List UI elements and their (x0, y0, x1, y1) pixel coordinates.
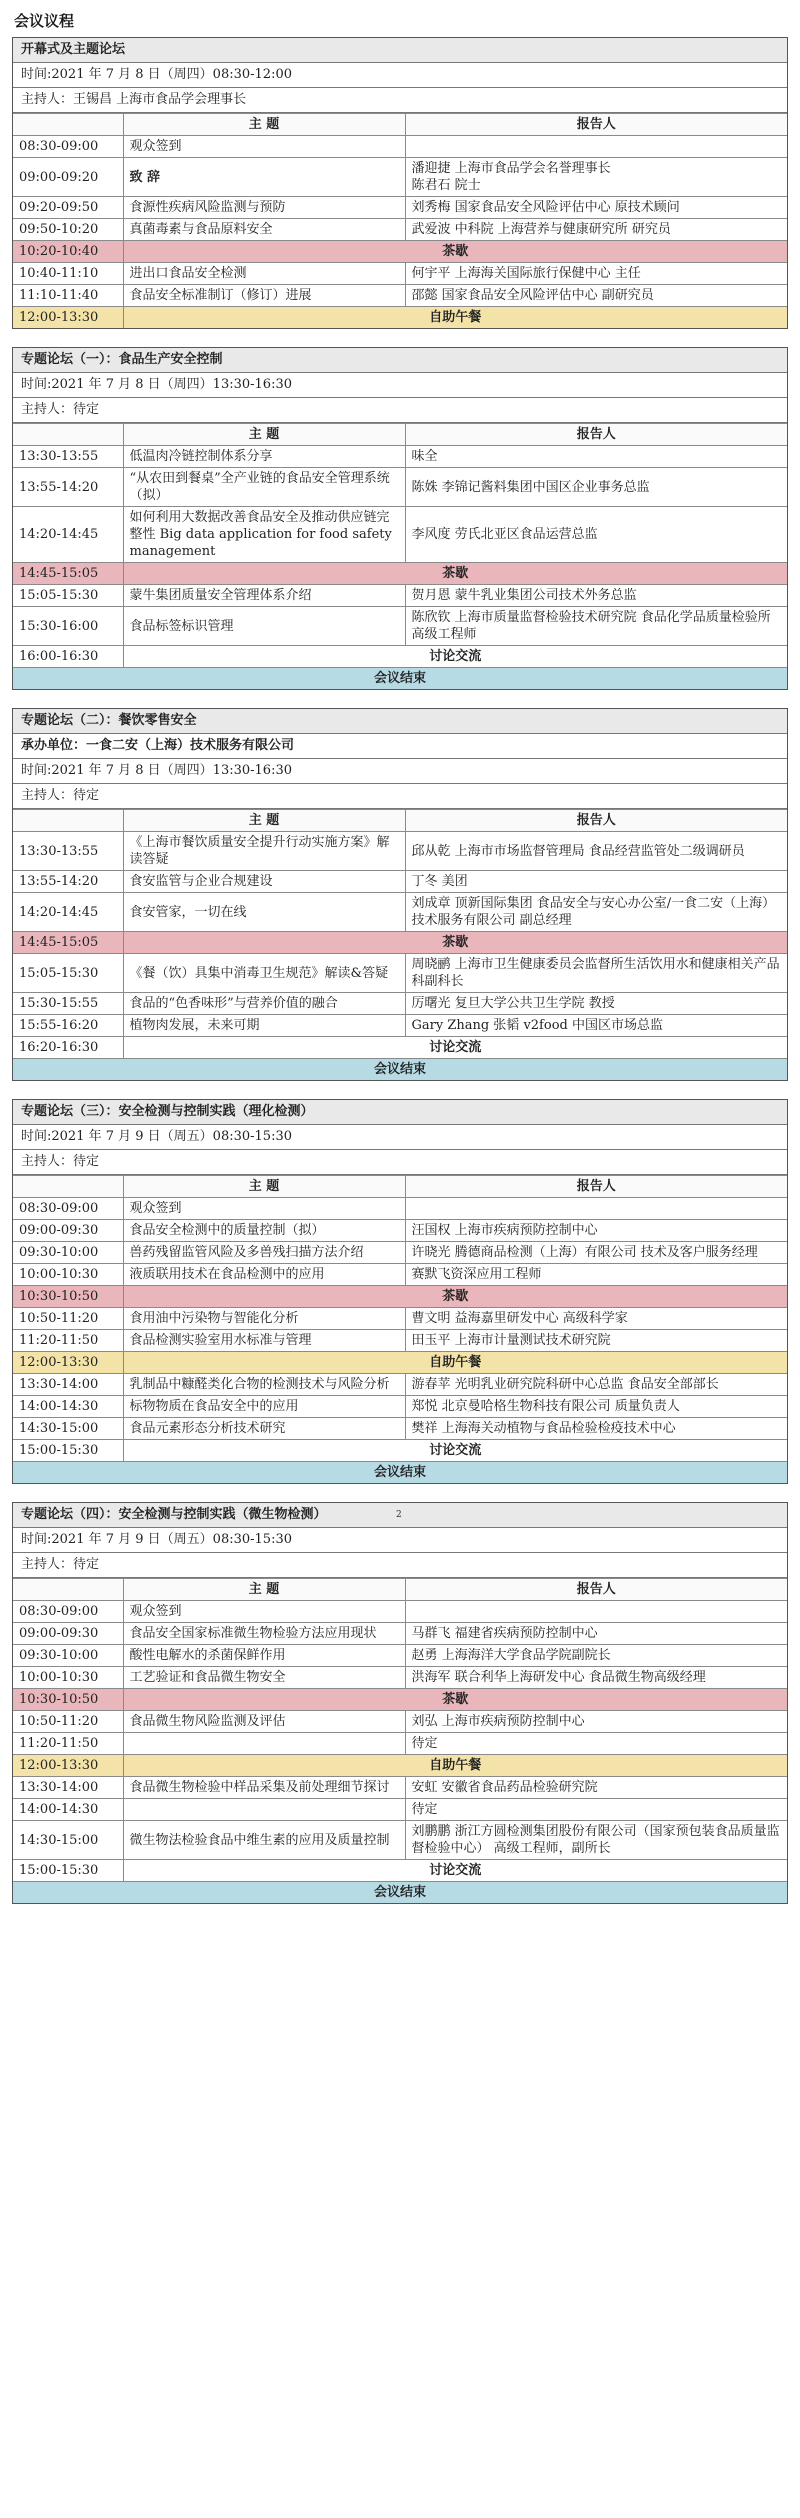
session-host: 主持人：待定 (13, 784, 787, 809)
speaker-cell (405, 893, 787, 932)
agenda (0, 37, 800, 1904)
session-block (12, 1502, 788, 1904)
speaker-cell (405, 136, 787, 158)
topic-cell: 观众签到 (123, 136, 405, 158)
header-speaker: 报告人 (405, 114, 787, 136)
speaker-name: 刘弘 上海市疾病预防控制中心 (411, 1714, 585, 1729)
session-title: 专题论坛（三）：安全检测与控制实践（理化检测） (13, 1100, 787, 1125)
session-host: 主持人：待定 (13, 398, 787, 423)
session-block (12, 37, 788, 329)
time-cell: 14:00-14:30 (13, 1396, 123, 1418)
speaker-cell (405, 1418, 787, 1440)
time-cell: 13:30-13:55 (13, 446, 123, 468)
table-row (13, 1711, 787, 1733)
time-cell: 08:30-09:00 (13, 1198, 123, 1220)
speaker-cell (405, 1799, 787, 1821)
tea-break-row (13, 1689, 787, 1711)
topic-cell: 食品安全国家标准微生物检验方法应用现状 (123, 1623, 405, 1645)
topic-cell: 食品标签标识管理 (123, 607, 405, 646)
time-cell: 12:00-13:30 (13, 1352, 123, 1374)
table-row (13, 993, 787, 1015)
table-row (13, 446, 787, 468)
topic-cell: 观众签到 (123, 1601, 405, 1623)
speaker-name: 贺月恩 蒙牛乳业集团公司技术外务总监 (411, 588, 637, 603)
time-cell: 10:30-10:50 (13, 1286, 123, 1308)
discussion-row (13, 646, 787, 668)
table-row (13, 1220, 787, 1242)
speaker-cell (405, 507, 787, 563)
speaker-cell (405, 1645, 787, 1667)
page-number: 2 (396, 1510, 402, 1520)
speaker-name: 李风度 劳氏北亚区食品运营总监 (411, 527, 598, 542)
table-row (13, 1308, 787, 1330)
speaker-cell (405, 585, 787, 607)
table-header-row (13, 1579, 787, 1601)
session-gap (0, 329, 800, 347)
topic-cell: 真菌毒素与食品原料安全 (123, 219, 405, 241)
speaker-name: 待定 (411, 1802, 438, 1817)
table-row (13, 219, 787, 241)
time-cell: 10:40-11:10 (13, 263, 123, 285)
topic-cell: 酸性电解水的杀菌保鲜作用 (123, 1645, 405, 1667)
time-cell: 11:20-11:50 (13, 1733, 123, 1755)
topic-cell: 《餐（饮）具集中消毒卫生规范》解读&答疑 (123, 954, 405, 993)
speaker-cell (405, 832, 787, 871)
table-row (13, 607, 787, 646)
table-row (13, 871, 787, 893)
topic-cell: 食品检测实验室用水标准与管理 (123, 1330, 405, 1352)
session-end-row (13, 1059, 787, 1081)
header-time-cell (13, 810, 123, 832)
table-row (13, 197, 787, 219)
speaker-name: 丁冬 美团 (411, 874, 468, 889)
time-cell: 09:00-09:30 (13, 1220, 123, 1242)
session-gap (0, 1081, 800, 1099)
header-speaker: 报告人 (405, 1579, 787, 1601)
time-cell: 14:20-14:45 (13, 507, 123, 563)
speaker-cell (405, 607, 787, 646)
time-cell: 15:30-16:00 (13, 607, 123, 646)
time-cell: 11:20-11:50 (13, 1330, 123, 1352)
speaker-cell (405, 158, 787, 197)
speaker-cell (405, 1264, 787, 1286)
speaker-name: 许晓光 腾德商品检测（上海）有限公司 技术及客户服务经理 (411, 1245, 758, 1260)
time-cell: 15:30-15:55 (13, 993, 123, 1015)
speaker-cell (405, 263, 787, 285)
lunch-row (13, 307, 787, 329)
header-speaker: 报告人 (405, 424, 787, 446)
speaker-cell (405, 1015, 787, 1037)
topic-cell: 食安监管与企业合规建设 (123, 871, 405, 893)
table-header-row (13, 1176, 787, 1198)
discussion-row (13, 1440, 787, 1462)
header-speaker: 报告人 (405, 810, 787, 832)
speaker-cell (405, 1777, 787, 1799)
time-cell: 10:50-11:20 (13, 1308, 123, 1330)
time-cell: 10:00-10:30 (13, 1667, 123, 1689)
header-topic: 主 题 (123, 1176, 405, 1198)
speaker-name: 何宇平 上海海关国际旅行保健中心 主任 (411, 266, 641, 281)
session-block (12, 1099, 788, 1484)
time-cell: 13:55-14:20 (13, 871, 123, 893)
topic-cell: 食源性疾病风险监测与预防 (123, 197, 405, 219)
topic-cell: 蒙牛集团质量安全管理体系介绍 (123, 585, 405, 607)
session-table (13, 423, 787, 689)
session-title: 开幕式及主题论坛 (13, 38, 787, 63)
speaker-name: 陈欣钦 上海市质量监督检验技术研究院 食品化学品质量检验所 高级工程师 (411, 610, 771, 642)
discussion-label: 讨论交流 (123, 1037, 787, 1059)
speaker-cell (405, 1198, 787, 1220)
speaker-name: 安虹 安徽省食品药品检验研究院 (411, 1780, 598, 1795)
table-row (13, 285, 787, 307)
speaker-name: 邱从乾 上海市市场监督管理局 食品经营监管处二级调研员 (411, 843, 745, 859)
speaker-name: 刘秀梅 国家食品安全风险评估中心 原技术顾问 (411, 200, 680, 215)
topic-cell: 植物肉发展，未来可期 (123, 1015, 405, 1037)
header-topic: 主 题 (123, 424, 405, 446)
speaker-cell (405, 1220, 787, 1242)
time-cell: 14:45-15:05 (13, 563, 123, 585)
speaker-name: 洪海军 联合利华上海研发中心 食品微生物高级经理 (411, 1670, 706, 1685)
speaker-cell (405, 1733, 787, 1755)
speaker-name: 潘迎捷 上海市食品学会名誉理事长 (411, 161, 611, 176)
tea-break-label: 茶歇 (123, 241, 787, 263)
speaker-name: 周晓鹂 上海市卫生健康委员会监督所生活饮用水和健康相关产品科副科长 (411, 957, 780, 989)
table-row (13, 1799, 787, 1821)
speaker-name: 汪国权 上海市疾病预防控制中心 (411, 1223, 598, 1238)
speaker-name: 郑悦 北京曼哈格生物科技有限公司 质量负责人 (411, 1399, 680, 1414)
topic-cell (123, 1733, 405, 1755)
speaker-cell (405, 1330, 787, 1352)
time-cell: 16:20-16:30 (13, 1037, 123, 1059)
session-block (12, 347, 788, 690)
speaker-cell (405, 1374, 787, 1396)
table-row (13, 1645, 787, 1667)
table-row (13, 1777, 787, 1799)
time-cell: 15:05-15:30 (13, 954, 123, 993)
session-host: 主持人：待定 (13, 1553, 787, 1578)
topic-cell (123, 1799, 405, 1821)
topic-cell: 食品安全标准制订（修订）进展 (123, 285, 405, 307)
speaker-name: 武爱波 中科院 上海营养与健康研究所 研究员 (411, 222, 671, 237)
page-title: 会议议程 (14, 12, 75, 30)
time-cell: 09:00-09:20 (13, 158, 123, 197)
session-organizer: 承办单位：一食二安（上海）技术服务有限公司 (13, 734, 787, 759)
table-header-row (13, 114, 787, 136)
speaker-cell (405, 1821, 787, 1860)
time-cell: 10:20-10:40 (13, 241, 123, 263)
time-cell: 15:00-15:30 (13, 1860, 123, 1882)
time-cell: 14:45-15:05 (13, 932, 123, 954)
session-end-row (13, 1462, 787, 1484)
time-cell: 12:00-13:30 (13, 307, 123, 329)
topic-cell: 食安管家，一切在线 (123, 893, 405, 932)
table-row (13, 1264, 787, 1286)
time-cell: 14:30-15:00 (13, 1418, 123, 1440)
table-row (13, 1418, 787, 1440)
table-row (13, 1330, 787, 1352)
speaker-name: 陈姝 李锦记酱料集团中国区企业事务总监 (411, 479, 650, 495)
speaker-cell (405, 1308, 787, 1330)
header-time-cell (13, 1176, 123, 1198)
speaker-cell (405, 219, 787, 241)
session-time: 时间:2021 年 7 月 8 日（周四）13:30-16:30 (13, 373, 787, 398)
topic-cell: 低温肉冷链控制体系分享 (123, 446, 405, 468)
topic-cell: 致 辞 (123, 158, 405, 197)
session-end-label: 会议结束 (13, 1059, 787, 1081)
time-cell: 14:30-15:00 (13, 1821, 123, 1860)
time-cell: 09:20-09:50 (13, 197, 123, 219)
speaker-cell (405, 1667, 787, 1689)
topic-cell: 食品元素形态分析技术研究 (123, 1418, 405, 1440)
lunch-label: 自助午餐 (123, 1352, 787, 1374)
time-cell: 15:00-15:30 (13, 1440, 123, 1462)
speaker-name: 樊祥 上海海关动植物与食品检验检疫技术中心 (411, 1421, 676, 1436)
topic-cell: “从农田到餐桌”全产业链的食品安全管理系统（拟） (123, 468, 405, 507)
time-cell: 14:20-14:45 (13, 893, 123, 932)
time-cell: 13:30-13:55 (13, 832, 123, 871)
speaker-name: 味全 (411, 449, 438, 464)
table-header-row (13, 424, 787, 446)
time-cell: 08:30-09:00 (13, 136, 123, 158)
time-cell: 15:05-15:30 (13, 585, 123, 607)
topic-cell: 食品微生物检验中样品采集及前处理细节探讨 (123, 1777, 405, 1799)
time-cell: 10:30-10:50 (13, 1689, 123, 1711)
discussion-label: 讨论交流 (123, 1440, 787, 1462)
speaker-cell (405, 1601, 787, 1623)
speaker-name: 待定 (411, 1736, 438, 1751)
topic-cell: 如何利用大数据改善食品安全及推动供应链完整性 Big data application for food safety management (123, 507, 405, 563)
topic-cell: 食用油中污染物与智能化分析 (123, 1308, 405, 1330)
discussion-row (13, 1860, 787, 1882)
table-row (13, 1667, 787, 1689)
speaker-name: 马群飞 福建省疾病预防控制中心 (411, 1626, 598, 1641)
tea-break-label: 茶歇 (123, 563, 787, 585)
table-row (13, 1242, 787, 1264)
header-time-cell (13, 424, 123, 446)
tea-break-label: 茶歇 (123, 1689, 787, 1711)
speaker-cell (405, 1711, 787, 1733)
tea-break-row (13, 241, 787, 263)
session-title: 专题论坛（一）：食品生产安全控制 (13, 348, 787, 373)
table-row (13, 1198, 787, 1220)
table-row (13, 893, 787, 932)
table-row (13, 1396, 787, 1418)
table-row (13, 1374, 787, 1396)
speaker-name: 田玉平 上海市计量测试技术研究院 (411, 1333, 611, 1348)
header-topic: 主 题 (123, 1579, 405, 1601)
speaker-cell (405, 285, 787, 307)
speaker-name: Gary Zhang 张韬 v2food 中国区市场总监 (411, 1018, 663, 1033)
speaker-cell (405, 1396, 787, 1418)
time-cell: 09:30-10:00 (13, 1645, 123, 1667)
session-time: 时间:2021 年 7 月 8 日（周四）13:30-16:30 (13, 759, 787, 784)
session-end-label: 会议结束 (13, 1882, 787, 1904)
topic-cell: 进出口食品安全检测 (123, 263, 405, 285)
speaker-cell (405, 446, 787, 468)
lunch-label: 自助午餐 (123, 307, 787, 329)
speaker-cell (405, 1242, 787, 1264)
time-cell: 09:00-09:30 (13, 1623, 123, 1645)
topic-cell: 液质联用技术在食品检测中的应用 (123, 1264, 405, 1286)
speaker-name: 赛默飞资深应用工程师 (411, 1267, 542, 1282)
discussion-label: 讨论交流 (123, 1860, 787, 1882)
session-block (12, 708, 788, 1081)
session-table (13, 1578, 787, 1903)
discussion-label: 讨论交流 (123, 646, 787, 668)
topic-cell: 食品的“色香味形”与营养价值的融合 (123, 993, 405, 1015)
speaker-cell (405, 871, 787, 893)
session-table (13, 113, 787, 328)
time-cell: 15:55-16:20 (13, 1015, 123, 1037)
speaker-cell (405, 993, 787, 1015)
speaker-name: 曹文明 益海嘉里研发中心 高级科学家 (411, 1311, 628, 1326)
time-cell: 10:00-10:30 (13, 1264, 123, 1286)
speaker-name: 陈君石 院士 (411, 178, 481, 193)
tea-break-row (13, 563, 787, 585)
lunch-row (13, 1755, 787, 1777)
speaker-cell (405, 954, 787, 993)
speaker-name: 游春苹 光明乳业研究院科研中心总监 食品安全部部长 (411, 1377, 719, 1392)
table-row (13, 1623, 787, 1645)
speaker-name: 邵懿 国家食品安全风险评估中心 副研究员 (411, 288, 654, 303)
tea-break-label: 茶歇 (123, 1286, 787, 1308)
table-row (13, 1601, 787, 1623)
tea-break-label: 茶歇 (123, 932, 787, 954)
session-end-label: 会议结束 (13, 668, 787, 690)
header-time-cell (13, 1579, 123, 1601)
topic-cell: 《上海市餐饮质量安全提升行动实施方案》解读答疑 (123, 832, 405, 871)
session-end-row (13, 668, 787, 690)
table-row (13, 507, 787, 563)
time-cell: 11:10-11:40 (13, 285, 123, 307)
table-row (13, 1821, 787, 1860)
topic-cell: 观众签到 (123, 1198, 405, 1220)
lunch-row (13, 1352, 787, 1374)
speaker-name: 刘成章 顶新国际集团 食品安全与安心办公室/一食二安（上海）技术服务有限公司 副总经理 (411, 896, 776, 928)
time-cell: 14:00-14:30 (13, 1799, 123, 1821)
session-host: 主持人：王锡昌 上海市食品学会理事长 (13, 88, 787, 113)
header-speaker: 报告人 (405, 1176, 787, 1198)
time-cell: 13:55-14:20 (13, 468, 123, 507)
time-cell: 16:00-16:30 (13, 646, 123, 668)
speaker-name: 赵勇 上海海洋大学食品学院副院长 (411, 1648, 611, 1663)
time-cell: 09:50-10:20 (13, 219, 123, 241)
time-cell: 13:30-14:00 (13, 1374, 123, 1396)
topic-cell: 乳制品中糠醛类化合物的检测技术与风险分析 (123, 1374, 405, 1396)
session-time: 时间:2021 年 7 月 8 日（周四）08:30-12:00 (13, 63, 787, 88)
session-time: 时间:2021 年 7 月 9 日（周五）08:30-15:30 (13, 1528, 787, 1553)
speaker-name: 厉曙光 复旦大学公共卫生学院 教授 (411, 996, 615, 1011)
header-time-cell (13, 114, 123, 136)
speaker-name: 刘鹏鹏 浙江方圆检测集团股份有限公司（国家预包装食品质量监督检验中心） 高级工程师，副所长 (411, 1824, 780, 1856)
time-cell: 12:00-13:30 (13, 1755, 123, 1777)
time-cell: 09:30-10:00 (13, 1242, 123, 1264)
table-row (13, 136, 787, 158)
tea-break-row (13, 932, 787, 954)
discussion-row (13, 1037, 787, 1059)
table-row (13, 263, 787, 285)
session-end-label: 会议结束 (13, 1462, 787, 1484)
time-cell: 08:30-09:00 (13, 1601, 123, 1623)
session-title: 专题论坛（二）：餐饮零售安全 (13, 709, 787, 734)
topic-cell: 微生物法检验食品中维生素的应用及质量控制 (123, 1821, 405, 1860)
header-topic: 主 题 (123, 114, 405, 136)
session-table (13, 1175, 787, 1483)
speaker-cell (405, 1623, 787, 1645)
time-cell: 13:30-14:00 (13, 1777, 123, 1799)
topic-cell: 工艺验证和食品微生物安全 (123, 1667, 405, 1689)
speaker-cell (405, 197, 787, 219)
table-row (13, 1733, 787, 1755)
session-table (13, 809, 787, 1080)
table-row (13, 1015, 787, 1037)
tea-break-row (13, 1286, 787, 1308)
table-header-row (13, 810, 787, 832)
header-topic: 主 题 (123, 810, 405, 832)
table-row (13, 832, 787, 871)
session-end-row (13, 1882, 787, 1904)
time-cell: 10:50-11:20 (13, 1711, 123, 1733)
topic-cell: 兽药残留监管风险及多兽残扫描方法介绍 (123, 1242, 405, 1264)
session-time: 时间:2021 年 7 月 9 日（周五）08:30-15:30 (13, 1125, 787, 1150)
table-row (13, 954, 787, 993)
lunch-label: 自助午餐 (123, 1755, 787, 1777)
speaker-cell (405, 468, 787, 507)
topic-cell: 食品微生物风险监测及评估 (123, 1711, 405, 1733)
session-gap (0, 690, 800, 708)
table-row (13, 158, 787, 197)
topic-cell: 食品安全检测中的质量控制（拟） (123, 1220, 405, 1242)
topic-cell: 标物物质在食品安全中的应用 (123, 1396, 405, 1418)
session-host: 主持人：待定 (13, 1150, 787, 1175)
table-row (13, 585, 787, 607)
session-gap (0, 1484, 800, 1502)
session-title: 专题论坛（四）：安全检测与控制实践（微生物检测） (13, 1503, 787, 1528)
table-row (13, 468, 787, 507)
